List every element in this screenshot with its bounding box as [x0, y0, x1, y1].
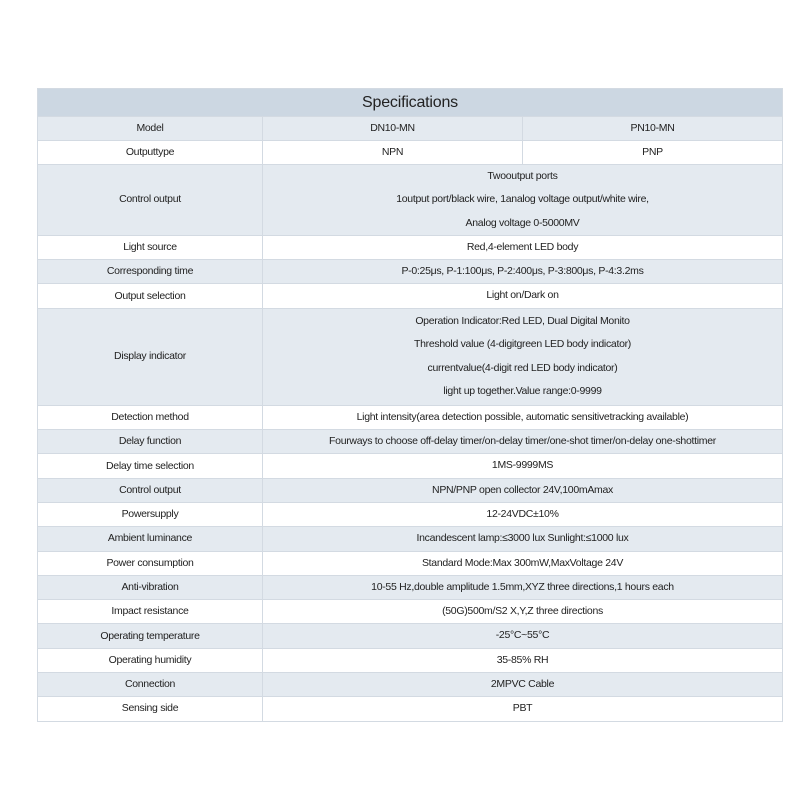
spec-value — [263, 624, 783, 648]
spec-value — [263, 551, 783, 575]
spec-value-line: 1MS-9999MS — [491, 459, 554, 472]
spec-label: Connection — [38, 673, 263, 697]
spec-row — [38, 502, 783, 526]
spec-label: Output selection — [38, 284, 263, 308]
spec-value-line: PBT — [512, 702, 533, 715]
spec-row — [38, 624, 783, 648]
spec-label: Powersupply — [38, 502, 263, 526]
row-label-output-type: Outputtype — [38, 141, 263, 165]
spec-label: Corresponding time — [38, 260, 263, 284]
spec-value — [263, 648, 783, 672]
spec-value — [263, 430, 783, 454]
spec-row — [38, 527, 783, 551]
spec-row — [38, 405, 783, 429]
output-type-npn: NPN — [263, 141, 523, 165]
spec-value — [263, 454, 783, 478]
spec-value-line: Operation Indicator:Red LED, Dual Digital Monito — [415, 315, 630, 328]
spec-row — [38, 551, 783, 575]
spec-value-line: currentvalue(4-digit red LED body indicator) — [427, 361, 618, 374]
spec-label: Impact resistance — [38, 600, 263, 624]
spec-row — [38, 600, 783, 624]
spec-value-line: 12-24VDC±10% — [486, 507, 559, 520]
spec-value-line: 1output port/black wire, 1analog voltage output/white wire, — [396, 193, 649, 206]
spec-row — [38, 648, 783, 672]
model-pn10-mn: PN10-MN — [523, 117, 783, 141]
output-type-pnp: PNP — [523, 141, 783, 165]
spec-value-line: Light intensity(area detection possible, automatic sensitivetracking available) — [356, 410, 689, 423]
spec-row — [38, 454, 783, 478]
spec-row — [38, 235, 783, 259]
spec-value-line: 35-85% RH — [496, 653, 549, 666]
spec-row — [38, 697, 783, 721]
spec-label: Anti-vibration — [38, 575, 263, 599]
spec-row — [38, 308, 783, 405]
spec-row — [38, 478, 783, 502]
spec-row — [38, 575, 783, 599]
spec-label: Sensing side — [38, 697, 263, 721]
spec-value — [263, 600, 783, 624]
spec-value-line: 2MPVC Cable — [490, 678, 555, 691]
spec-value-line: 10-55 Hz,double amplitude 1.5mm,XYZ three directions,1 hours each — [371, 580, 674, 593]
title-row — [38, 89, 783, 117]
spec-value-line: Red,4-element LED body — [466, 240, 579, 253]
spec-row — [38, 260, 783, 284]
spec-value-line: NPN/PNP open collector 24V,100mAmax — [432, 483, 613, 496]
spec-row — [38, 673, 783, 697]
spec-value-line: Fourways to choose off-delay timer/on-delay timer/one-shot timer/on-delay one-shottimer — [329, 435, 716, 448]
spec-value-line: Analog voltage 0-5000MV — [465, 216, 580, 229]
spec-row — [38, 284, 783, 308]
spec-value-line: P-0:25μs, P-1:100μs, P-2:400μs, P-3:800μs, P-4:3.2ms — [401, 265, 644, 278]
spec-value — [263, 673, 783, 697]
spec-value — [263, 284, 783, 308]
spec-row — [38, 430, 783, 454]
spec-value — [263, 575, 783, 599]
spec-label: Detection method — [38, 405, 263, 429]
spec-value — [263, 502, 783, 526]
spec-value — [263, 308, 783, 405]
spec-value-line: Light on/Dark on — [486, 289, 559, 302]
spec-value-line: Twooutput ports — [487, 170, 558, 182]
output-type-row — [38, 141, 783, 165]
spec-value — [263, 260, 783, 284]
spec-label: Ambient luminance — [38, 527, 263, 551]
spec-label: Control output — [38, 165, 263, 236]
spec-value-line: -25°C~55°C — [495, 629, 550, 642]
spec-value-line: Standard Mode:Max 300mW,MaxVoltage 24V — [421, 556, 624, 569]
spec-value — [263, 527, 783, 551]
specifications-body — [38, 89, 783, 722]
model-dn10-mn: DN10-MN — [263, 117, 523, 141]
spec-value — [263, 405, 783, 429]
spec-value — [263, 697, 783, 721]
table-title: Specifications — [38, 89, 783, 117]
spec-label: Delay time selection — [38, 454, 263, 478]
spec-row — [38, 165, 783, 236]
spec-label: Operating humidity — [38, 648, 263, 672]
spec-label: Control output — [38, 478, 263, 502]
spec-label: Operating temperature — [38, 624, 263, 648]
spec-value-line: (50G)500m/S2 X,Y,Z three directions — [442, 605, 603, 618]
specifications-table — [37, 88, 783, 722]
row-label-model: Model — [38, 117, 263, 141]
spec-label: Light source — [38, 235, 263, 259]
spec-label: Delay function — [38, 430, 263, 454]
spec-value-line: Threshold value (4-digitgreen LED body indicator) — [414, 338, 632, 351]
spec-value — [263, 235, 783, 259]
spec-value-line: light up together.Value range:0-9999 — [443, 385, 602, 398]
spec-value — [263, 165, 783, 236]
spec-label: Power consumption — [38, 551, 263, 575]
spec-value-line: Incandescent lamp:≤3000 lux Sunlight:≤1000 lux — [416, 532, 629, 545]
spec-value — [263, 478, 783, 502]
model-row — [38, 117, 783, 141]
spec-label: Display indicator — [38, 308, 263, 405]
